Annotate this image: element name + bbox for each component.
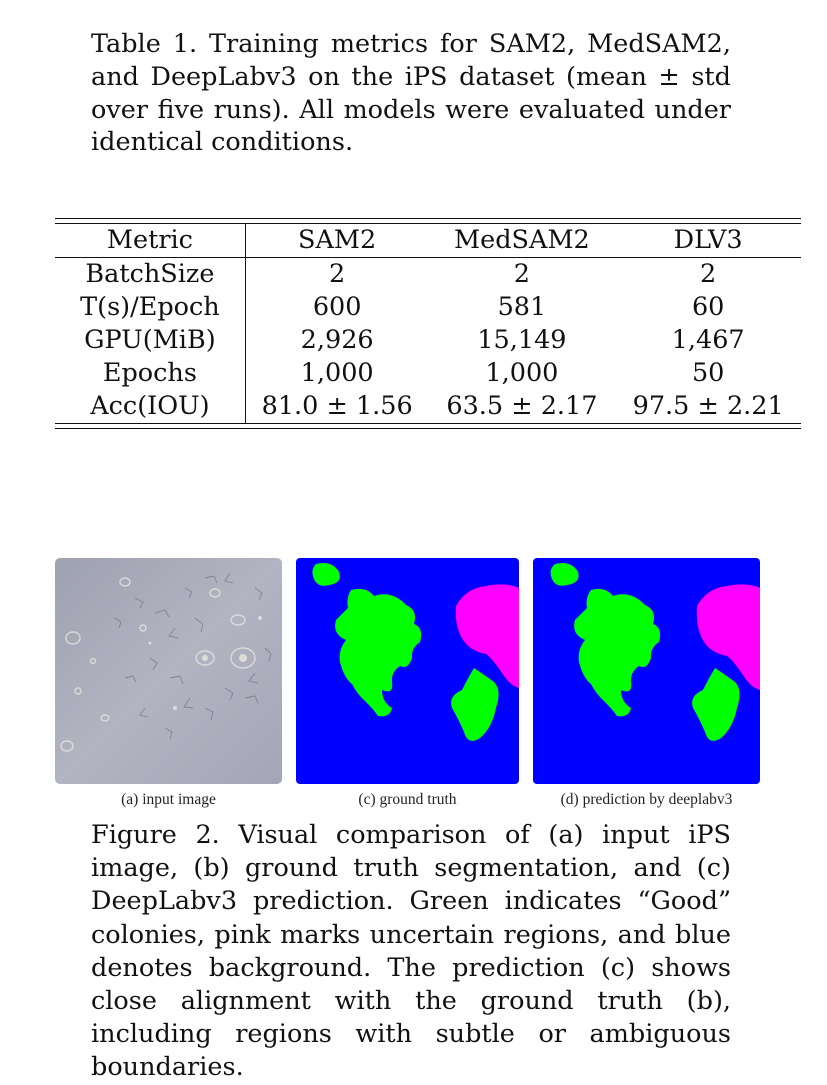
header-medsam2: MedSAM2 xyxy=(429,224,616,258)
figure-caption: Figure 2. Visual comparison of (a) input iPS image, (b) ground truth segmentation, and (c) DeepLabv3 prediction. Green indicates “Good” colonies, pink marks uncertain regions, and blue denotes background. The prediction (c) shows close alignment with the ground truth (b), including regions with subtle or ambiguous boundaries. xyxy=(91,820,731,1083)
table-cell: 15,149 xyxy=(477,325,567,355)
row-label: Acc(IOU) xyxy=(55,390,245,423)
row-label: Epochs xyxy=(55,357,245,390)
table-cell: 97.5 ± 2.21 xyxy=(632,391,784,421)
header-metric: Metric xyxy=(55,224,245,258)
figure-panels xyxy=(55,558,760,784)
table-row xyxy=(55,291,801,324)
table-row xyxy=(55,357,801,390)
prediction-mask xyxy=(533,558,760,784)
subcaption-input: (a) input image xyxy=(121,791,216,808)
ground-truth-mask xyxy=(296,558,519,784)
table-caption: Table 1. Training metrics for SAM2, MedSAM2, and DeepLabv3 on the iPS dataset (mean ± std over five runs). All models were evaluated under identical conditions. xyxy=(91,29,731,158)
header-dlv3: DLV3 xyxy=(615,224,801,258)
table-cell: 63.5 ± 2.17 xyxy=(446,391,598,421)
table-cell: 2 xyxy=(513,259,531,289)
row-label: BatchSize xyxy=(55,258,245,292)
table-row xyxy=(55,324,801,357)
row-label: T(s)/Epoch xyxy=(55,291,245,324)
header-sam2: SAM2 xyxy=(245,224,428,258)
row-label: GPU(MiB) xyxy=(55,324,245,357)
table-row xyxy=(55,258,801,292)
table-cell: 600 xyxy=(312,292,362,322)
metrics-table xyxy=(55,218,801,429)
table-cell: 581 xyxy=(497,292,547,322)
ground-truth-panel xyxy=(296,558,519,784)
table-row xyxy=(55,390,801,423)
table-cell: 81.0 ± 1.56 xyxy=(261,391,413,421)
microscope-image xyxy=(55,558,282,784)
table-cell: 2 xyxy=(700,259,717,289)
table-bottom-rule xyxy=(55,423,801,429)
table-cell: 1,467 xyxy=(671,325,745,355)
table-cell: 1,000 xyxy=(300,358,374,388)
table-cell: 50 xyxy=(691,358,725,388)
subcaption-ground-truth: (c) ground truth xyxy=(358,791,457,808)
table-header-row xyxy=(55,224,801,258)
prediction-panel xyxy=(533,558,760,784)
subcaption-prediction: (d) prediction by deeplabv3 xyxy=(560,791,733,808)
table-cell: 1,000 xyxy=(485,358,559,388)
table-cell: 2,926 xyxy=(300,325,374,355)
table-cell: 2 xyxy=(329,259,346,289)
table-cell: 60 xyxy=(691,292,725,322)
input-image-panel xyxy=(55,558,282,784)
